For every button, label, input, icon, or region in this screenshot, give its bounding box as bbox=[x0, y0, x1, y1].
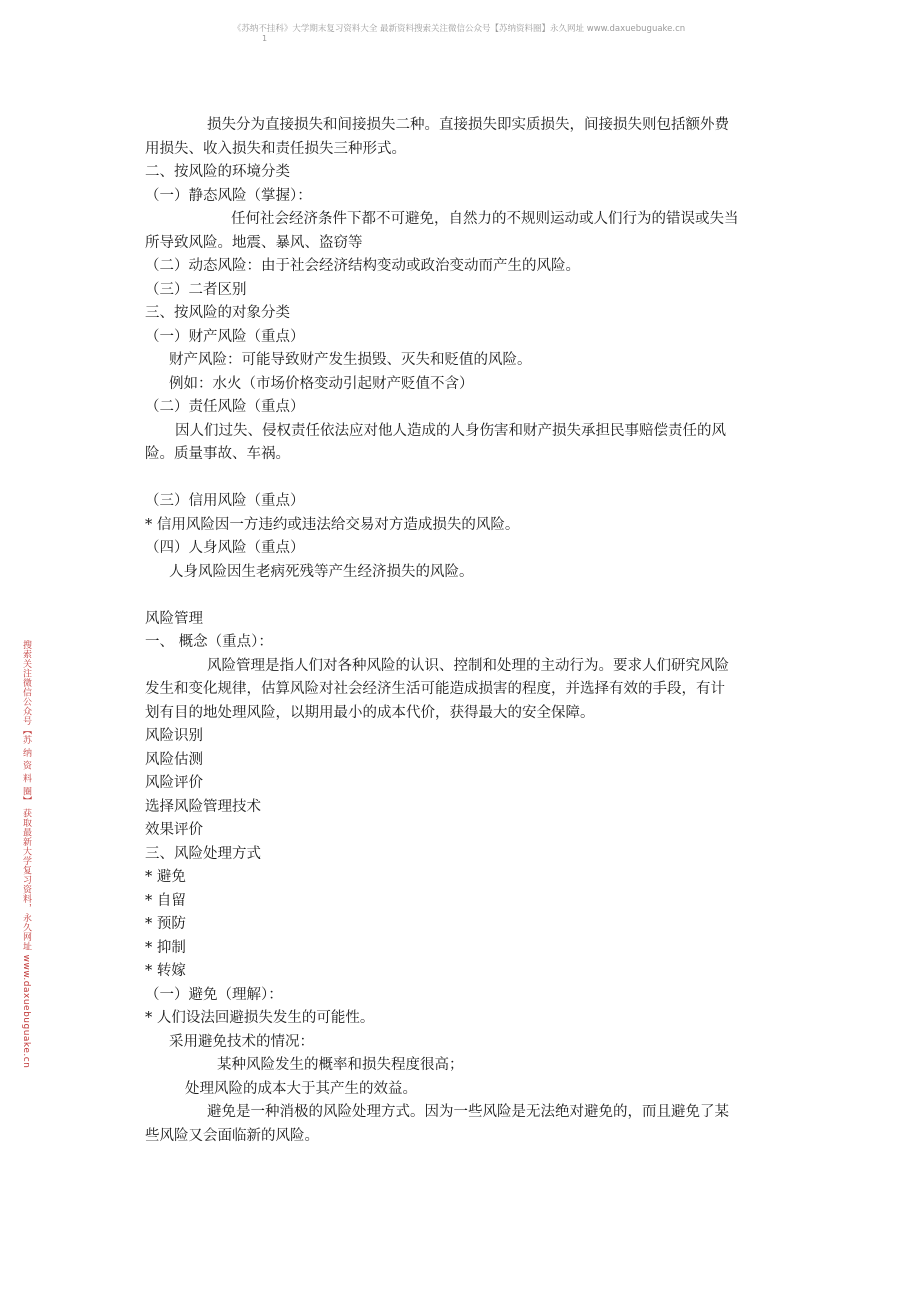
paragraph-line: 损失分为直接损失和间接损失二种。直接损失即实质损失，间接损失则包括额外费 bbox=[207, 117, 729, 133]
section-heading: 三、按风险的对象分类 bbox=[145, 305, 290, 321]
list-item: 风险识别 bbox=[145, 728, 203, 744]
paragraph-line: 采用避免技术的情况： bbox=[169, 1033, 314, 1050]
paragraph-line: 例如：水火（市场价格变动引起财产贬值不含） bbox=[169, 375, 474, 392]
paragraph-line: 险。质量事故、车祸。 bbox=[145, 446, 290, 462]
bullet-line: * 抑制 bbox=[145, 939, 186, 956]
paragraph-line: 风险管理是指人们对各种风险的认识、控制和处理的主动行为。要求人们研究风险 bbox=[207, 657, 729, 674]
subsection-heading: （二）责任风险（重点） bbox=[145, 399, 305, 415]
section-heading: 一、 概念（重点）： bbox=[145, 634, 273, 650]
paragraph-line: 用损失、收入损失和责任损失三种形式。 bbox=[145, 140, 406, 157]
bullet-line: * 信用风险因一方违约或违法给交易对方造成损失的风险。 bbox=[145, 516, 520, 533]
list-item: 风险估测 bbox=[145, 751, 203, 768]
paragraph-line: 所导致风险。地震、暴风、盗窃等 bbox=[145, 234, 363, 251]
paragraph-line: 发生和变化规律，估算风险对社会经济生活可能造成损害的程度，并选择有效的手段，有计 bbox=[145, 681, 725, 697]
paragraph-line: 处理风险的成本大于其产生的效益。 bbox=[185, 1080, 417, 1097]
subsection-heading: （一）财产风险（重点） bbox=[145, 328, 305, 345]
bullet-line: * 自留 bbox=[145, 892, 186, 909]
subsection-heading: （三）二者区别 bbox=[145, 281, 247, 298]
blank-line bbox=[145, 584, 781, 608]
paragraph-line: 因人们过失、侵权责任依法应对他人造成的人身伤害和财产损失承担民事赔偿责任的风 bbox=[175, 422, 726, 439]
bullet-line: * 转嫁 bbox=[145, 963, 186, 979]
header-banner: 《苏纳不挂科》大学期末复习资料大全 最新资料搜索关注微信公众号【苏纳资料圈】永久网址 www.daxuebuguake.cn bbox=[232, 24, 686, 34]
section-heading: 三、风险处理方式 bbox=[145, 845, 261, 862]
subsection-heading: （四）人身风险（重点） bbox=[145, 540, 305, 556]
paragraph-line: 任何社会经济条件下都不可避免，自然力的不规则运动或人们行为的错误或失当 bbox=[231, 211, 739, 227]
header-mark: 1 bbox=[262, 34, 268, 43]
sidebar-watermark: 搜索关注微信公众号【苏 纳 资 料 圈】 获取最新大学复习资料，永久网址 www.daxuebuguake.cn bbox=[21, 640, 31, 1069]
paragraph-line: 些风险又会面临新的风险。 bbox=[145, 1127, 319, 1144]
chapter-heading: 风险管理 bbox=[145, 610, 203, 627]
paragraph-line: 财产风险：可能导致财产发生损毁、灭失和贬值的风险。 bbox=[169, 352, 532, 368]
paragraph-line: 避免是一种消极的风险处理方式。因为一些风险是无法绝对避免的，而且避免了某 bbox=[207, 1104, 729, 1120]
subsection-heading: （一）静态风险（掌握）： bbox=[145, 187, 312, 204]
paragraph-line: 某种风险发生的概率和损失程度很高； bbox=[217, 1057, 464, 1073]
section-heading: 二、按风险的环境分类 bbox=[145, 164, 290, 180]
subsection-heading: （一）避免（理解）： bbox=[145, 986, 283, 1003]
list-item: 选择风险管理技术 bbox=[145, 798, 261, 815]
paragraph-line: 划有目的地处理风险，以期用最小的成本代价，获得最大的安全保障。 bbox=[145, 704, 595, 721]
list-item: 风险评价 bbox=[145, 775, 203, 791]
subsection-heading: （三）信用风险（重点） bbox=[145, 493, 305, 509]
paragraph-line: 人身风险因生老病死残等产生经济损失的风险。 bbox=[169, 563, 474, 580]
blank-line bbox=[145, 467, 781, 491]
list-item: 效果评价 bbox=[145, 822, 203, 838]
bullet-line: * 避免 bbox=[145, 869, 186, 885]
bullet-line: * 人们设法回避损失发生的可能性。 bbox=[145, 1010, 375, 1026]
bullet-line: * 预防 bbox=[145, 916, 186, 932]
document-body bbox=[145, 114, 781, 1148]
subsection-heading: （二）动态风险：由于社会经济结构变动或政治变动而产生的风险。 bbox=[145, 258, 580, 274]
